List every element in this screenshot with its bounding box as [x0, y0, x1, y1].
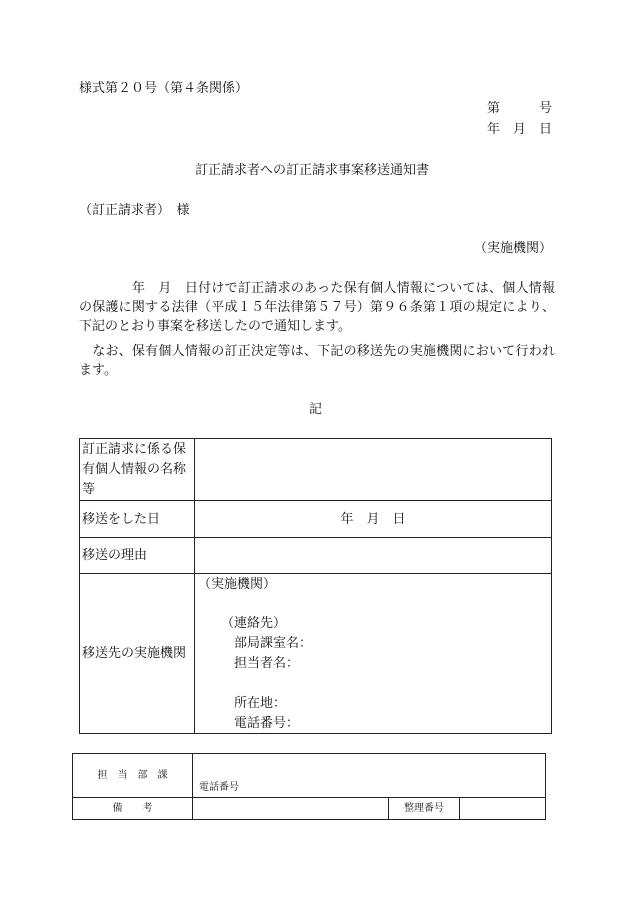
document-number-line: 第 号 [487, 101, 553, 116]
destination-person-field: 担当者名： [234, 656, 300, 671]
personal-info-name-value [195, 439, 552, 501]
destination-agency-name: （実施機関） [198, 577, 277, 592]
body-paragraph-1-text: 年 月 日付けで訂正請求のあった保有個人情報については、個人情報の保護に関する法律（平成１５年法律第５７号）第９６条第１項の規定により、下記のとおり事案を移送したので通知します。 [79, 281, 555, 334]
body-paragraph-2 [79, 342, 555, 380]
destination-agency-label: 移送先の実施機関 [80, 574, 195, 734]
table-row [80, 501, 552, 538]
transfer-reason-label: 移送の理由 [80, 538, 195, 574]
table-row [73, 798, 546, 820]
transfer-reason-value [195, 538, 552, 574]
sender-agency: （実施機関） [474, 241, 553, 256]
transfer-date-label: 移送をした日 [80, 501, 195, 538]
reference-number-value [460, 798, 546, 820]
destination-phone-field: 電話番号： [234, 716, 300, 731]
destination-contact-heading: （連絡先） [221, 616, 287, 631]
remarks-value [193, 798, 389, 820]
document-title: 訂正請求者への訂正請求事案移送通知書 [195, 163, 430, 178]
addressee: （訂正請求者） 様 [79, 203, 190, 218]
phone-number-label: 電話番号 [193, 754, 546, 798]
destination-address-field: 所在地： [234, 696, 287, 711]
personal-info-name-label: 訂正請求に係る保有個人情報の名称等 [80, 439, 195, 501]
table-row [80, 439, 552, 501]
dept-in-charge-label: 担 当 部 課 [73, 754, 193, 798]
table-row [80, 574, 552, 734]
table-row [80, 538, 552, 574]
destination-dept-field: 部局課室名： [234, 636, 313, 651]
form-number: 様式第２０号（第４条関係） [79, 81, 249, 96]
transfer-date-value: 年 月 日 [195, 501, 552, 538]
body-paragraph-1 [79, 279, 555, 336]
office-use-table [72, 753, 546, 820]
ki-heading: 記 [309, 402, 323, 417]
document-date-line: 年 月 日 [487, 122, 553, 137]
reference-number-label: 整理番号 [389, 798, 460, 820]
remarks-label: 備 考 [73, 798, 193, 820]
destination-agency-value [195, 574, 552, 734]
transfer-details-table [79, 438, 552, 734]
table-row [73, 754, 546, 798]
body-paragraph-2-text: なお、保有個人情報の訂正決定等は、下記の移送先の実施機関において行われます。 [79, 344, 555, 378]
